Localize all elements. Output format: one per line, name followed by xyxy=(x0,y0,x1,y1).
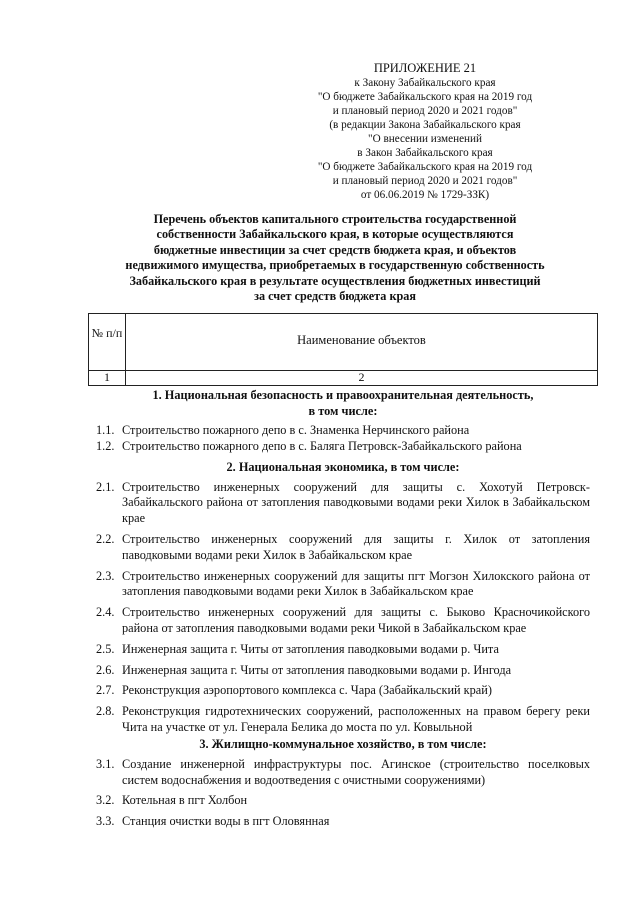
item-number: 1.1. xyxy=(96,423,115,437)
item-text: Котельная в пгт Холбон xyxy=(122,793,248,808)
appendix-header xyxy=(300,60,550,202)
appendix-line: в Закон Забайкальского края xyxy=(357,147,493,159)
column-number-1: 1 xyxy=(89,369,126,385)
list-item xyxy=(96,663,590,679)
item-number: 3.2. xyxy=(96,793,115,808)
item-text: Строительство пожарного депо в с. Баляга Петровск-Забайкальского района xyxy=(122,438,522,453)
appendix-line: (в редакции Закона Забайкальского края xyxy=(329,119,521,131)
item-number: 2.7. xyxy=(96,683,115,698)
appendix-line: к Закону Забайкальского края xyxy=(354,77,496,89)
item-text: Инженерная защита г. Читы от затопления паводковыми водами р. Чита xyxy=(122,641,499,656)
column-number-2: 2 xyxy=(358,370,365,384)
list-item xyxy=(96,814,590,830)
item-text: Строительство пожарного депо в с. Знаменка Нерчинского района xyxy=(122,423,470,437)
title-line: Забайкальского края в результате осуществления бюджетных инвестиций xyxy=(129,273,541,288)
appendix-line: от 06.06.2019 № 1729-ЗЗК) xyxy=(360,189,490,201)
table-header-row xyxy=(88,313,598,371)
list-item xyxy=(96,757,590,789)
item-number: 2.5. xyxy=(96,641,115,656)
appendix-line: и плановый период 2020 и 2021 годов" xyxy=(332,175,518,187)
item-text: Создание инженерной инфраструктуры пос. Агинское (строительство поселковых систем водоснабжения и водоотведения с очистными сооружениями) xyxy=(122,756,590,787)
item-number: 3.3. xyxy=(96,814,115,829)
document-title xyxy=(80,212,590,304)
item-number: 3.1. xyxy=(96,756,115,771)
item-number: 2.4. xyxy=(96,605,115,620)
item-text: Станция очистки воды в пгт Оловянная xyxy=(122,814,330,829)
appendix-line: "О внесении изменений xyxy=(368,133,482,145)
item-text: Строительство инженерных сооружений для защиты с. Быково Красночикойского района от затопления паводковыми водами реки Чикой в Забайкальском крае xyxy=(122,605,590,635)
item-number: 2.6. xyxy=(96,662,115,677)
list-item xyxy=(96,439,590,455)
item-number: 2.1. xyxy=(96,479,115,494)
title-line: собственности Забайкальского края, в которые осуществляются xyxy=(156,227,514,242)
column-header-number: № п/п xyxy=(89,314,126,370)
content xyxy=(96,387,590,830)
section-heading: 3. Жилищно-коммунальное хозяйство, в том числе: xyxy=(199,736,487,751)
appendix-line: "О бюджете Забайкальского края на 2019 год xyxy=(317,161,533,173)
item-number: 2.3. xyxy=(96,568,115,583)
list-item xyxy=(96,569,590,601)
title-line: недвижимого имущества, приобретаемых в государственную собственность xyxy=(125,258,545,273)
list-item xyxy=(96,642,590,658)
title-line: бюджетные инвестиции за счет средств бюджета края, и объектов xyxy=(153,242,517,257)
column-header-name: Наименование объектов xyxy=(297,333,426,347)
list-item xyxy=(96,532,590,564)
title-line: за счет средств бюджета края xyxy=(254,289,416,304)
list-item xyxy=(96,480,590,527)
item-text: Строительство инженерных сооружений для защиты пгт Могзон Хилокского района от затопления паводковыми водами реки Хилок в Забайкальском крае xyxy=(122,568,590,599)
section-heading: 1. Национальная безопасность и правоохранительная деятельность, xyxy=(152,388,534,402)
table-column-numbers-row xyxy=(88,369,598,386)
item-number: 1.2. xyxy=(96,438,115,453)
item-text: Инженерная защита г. Читы от затопления паводковыми водами р. Ингода xyxy=(122,662,512,677)
item-text: Реконструкция гидротехнических сооружений, расположенных на правом берегу реки Чита на участке от ул. Генерала Белика до моста по ул. Ковыльной xyxy=(122,704,590,734)
list-item xyxy=(96,793,590,809)
appendix-title: ПРИЛОЖЕНИЕ 21 xyxy=(373,61,477,75)
title-line: Перечень объектов капитального строительства государственной xyxy=(153,212,517,226)
item-text: Реконструкция аэропортового комплекса с. Чара (Забайкальский край) xyxy=(122,683,492,698)
item-text: Строительство инженерных сооружений для защиты с. Хохотуй Петровск-Забайкальского района от затопления паводковыми водами реки Хилок в Забайкальском крае xyxy=(122,479,590,526)
item-number: 2.8. xyxy=(96,704,115,719)
section-heading: в том числе: xyxy=(308,404,378,418)
list-item xyxy=(96,683,590,699)
item-text: Строительство инженерных сооружений для защиты г. Хилок от затопления паводковыми водами реки Хилок в Забайкальском крае xyxy=(122,531,590,562)
list-item xyxy=(96,423,590,439)
item-number: 2.2. xyxy=(96,531,115,546)
appendix-line: "О бюджете Забайкальского края на 2019 год xyxy=(317,91,533,103)
appendix-line: и плановый период 2020 и 2021 годов" xyxy=(332,105,518,117)
section-heading: 2. Национальная экономика, в том числе: xyxy=(226,459,460,474)
list-item xyxy=(96,704,590,736)
list-item xyxy=(96,605,590,637)
